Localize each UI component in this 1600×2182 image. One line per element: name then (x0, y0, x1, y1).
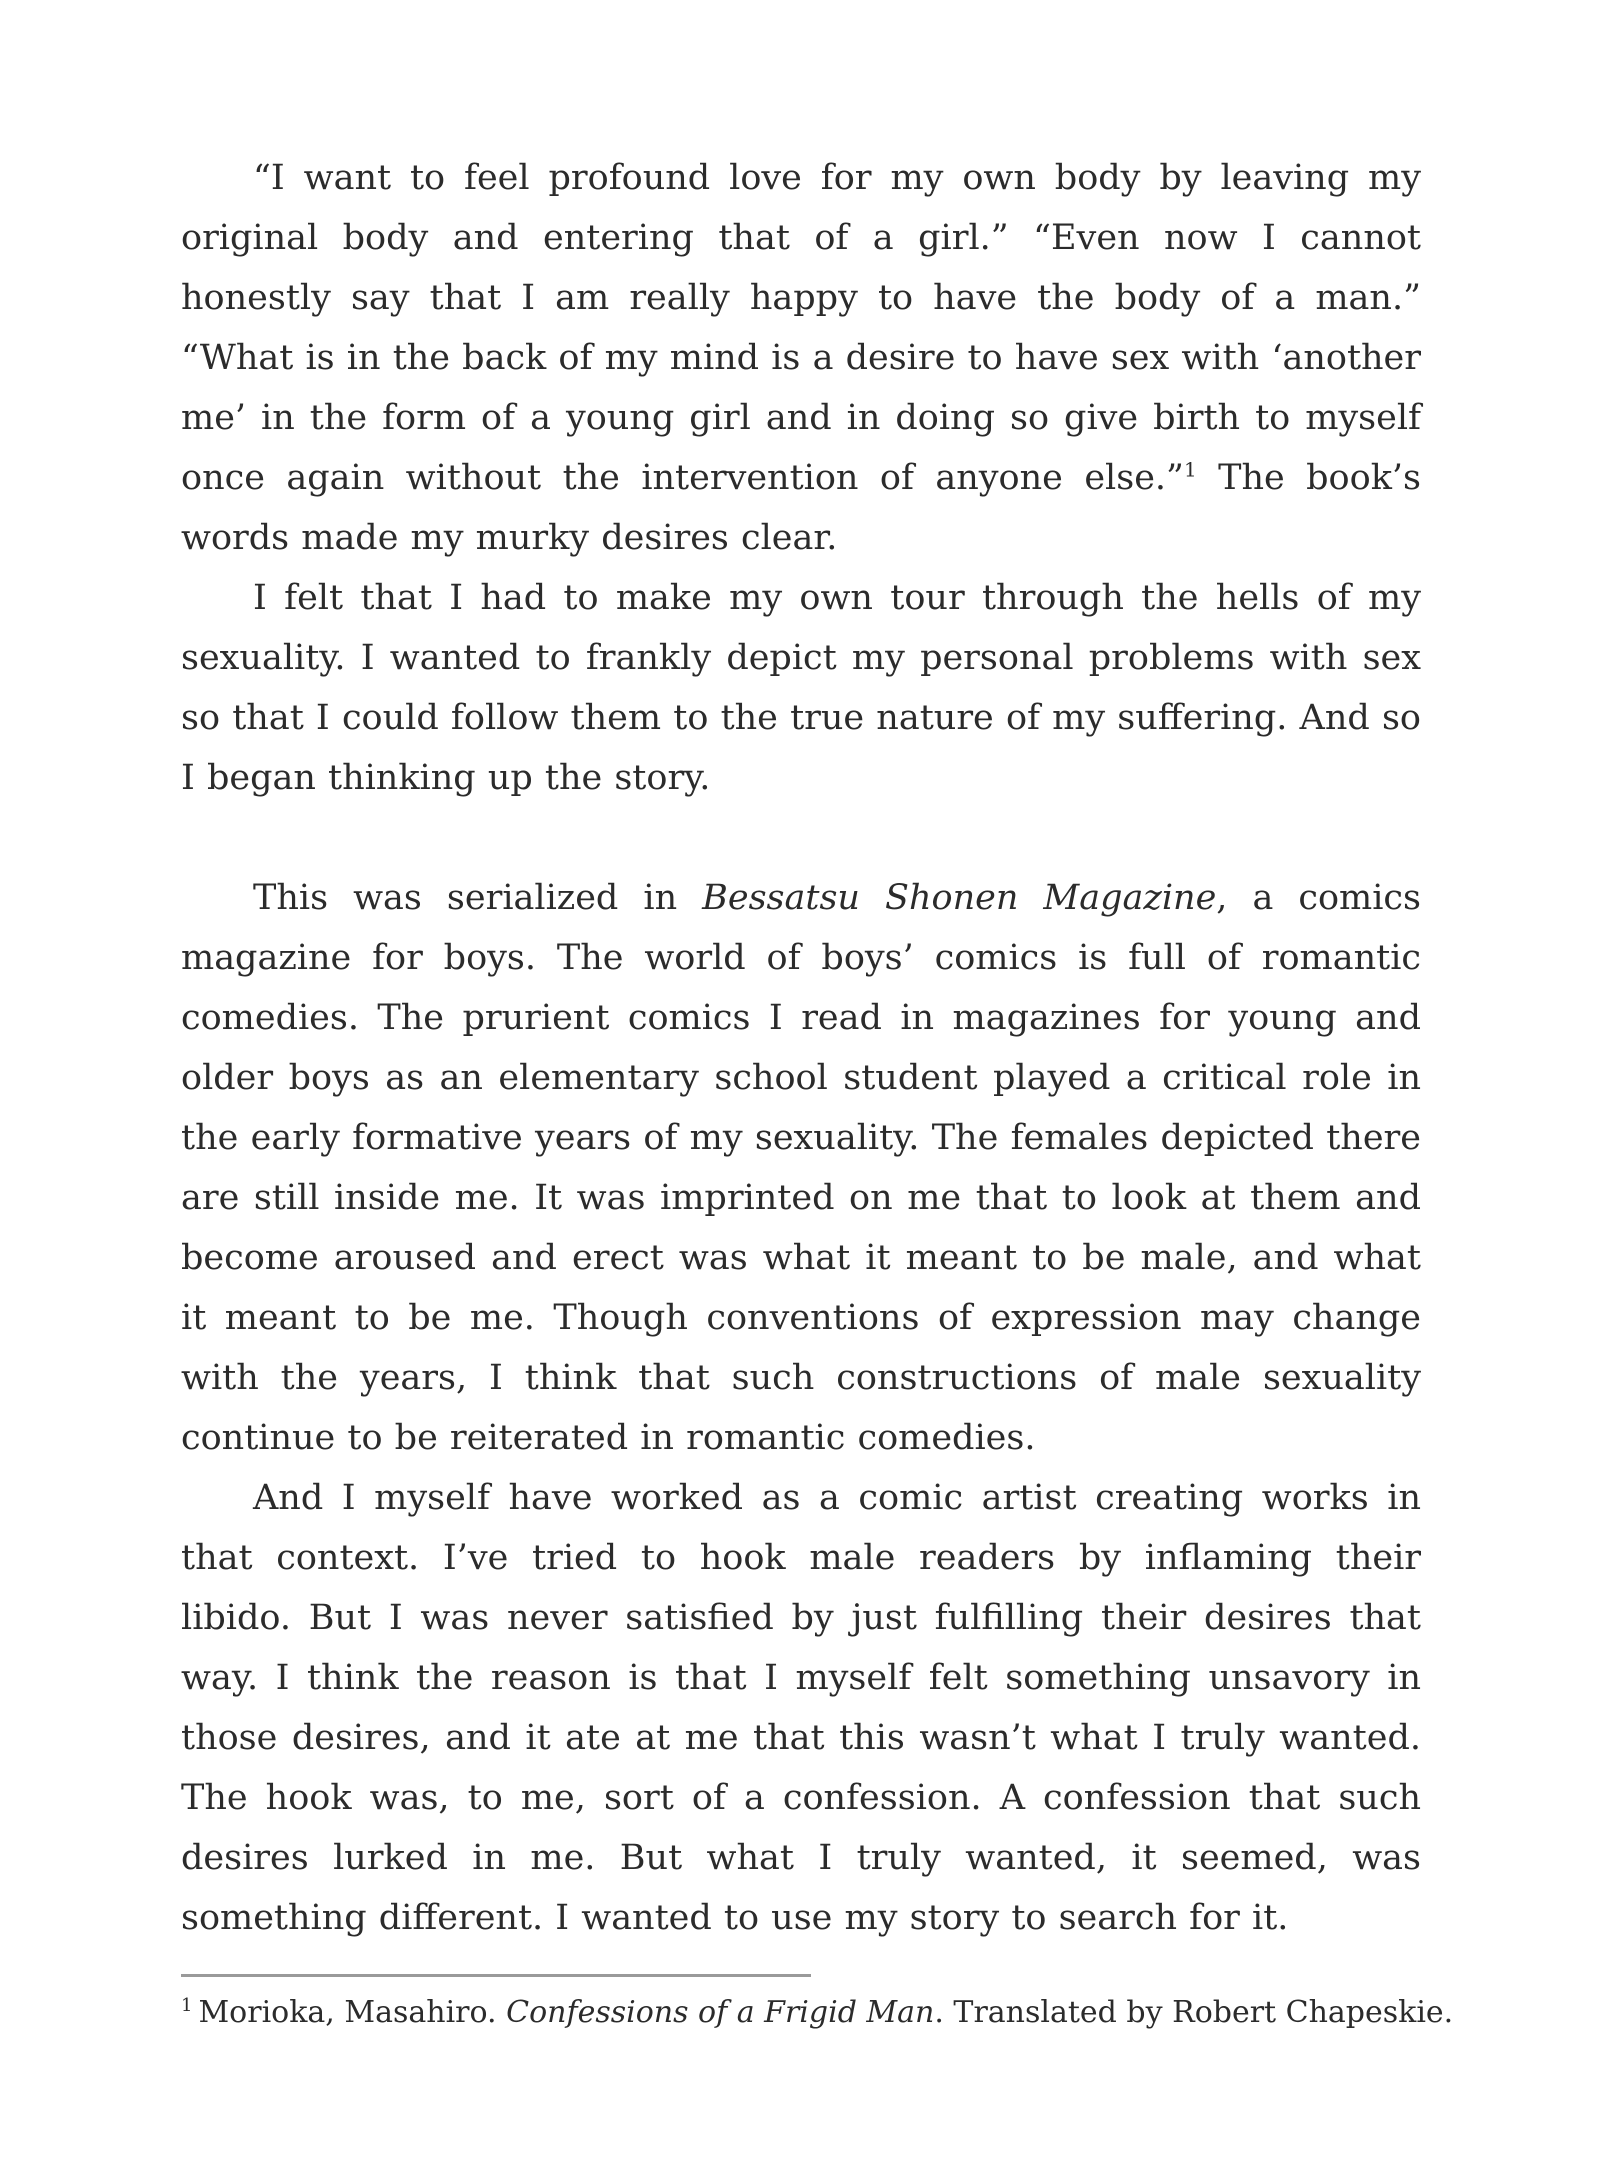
footnote-reference[interactable]: 1 (1183, 457, 1197, 482)
paragraph-quote (181, 148, 1421, 568)
paragraph-tour (181, 568, 1421, 808)
paragraph-serialized (181, 868, 1421, 1468)
paragraph-comic-artist (181, 1468, 1421, 1948)
footnote-text: . Translated by Robert Chapeskie. (934, 1995, 1454, 2030)
paragraph-text: “I want to feel profound love for my own body by leaving my original body and entering that of a girl.” “Even now I cannot honestly say that I am really happy to have the body of a man.” “What is in the back of my mind is a desire to have sex with ‘another me’ in the form of a young girl and in doing so give birth to myself once again without the intervention of anyone else.” (181, 158, 1421, 498)
paragraph-text: This was serialized in (253, 878, 703, 918)
document-page (181, 148, 1454, 2035)
section-break (181, 808, 1421, 868)
footnote (181, 1991, 1454, 2035)
footnote-text: Morioka, Masahiro. (198, 1995, 507, 2030)
book-title: Confessions of a Frigid Man (506, 1995, 935, 2030)
paragraph-text: The book’s words made my murky desires clear. (181, 458, 1421, 558)
footnote-marker: 1 (181, 1995, 193, 2016)
magazine-title: Bessatsu Shonen Magazine (702, 878, 1217, 918)
paragraph-text: I felt that I had to make my own tour through the hells of my sexuality. I wanted to frankly depict my personal problems with sex so that I could follow them to the true nature of my suffering. And so I began thinking up the story. (181, 578, 1421, 798)
paragraph-text: , a comics magazine for boys. The world of boys’ comics is full of romantic comedies. The prurient comics I read in magazines for young and older boys as an elementary school student played a critical role in the early formative years of my sexuality. The females depicted there are still inside me. It was imprinted on me that to look at them and become aroused and erect was what it meant to be male, and what it meant to be me. Though conventions of expression may change with the years, I think that such constructions of male sexuality continue to be reiterated in romantic comedies. (181, 878, 1421, 1458)
footnote-divider (181, 1974, 811, 1977)
paragraph-text: And I myself have worked as a comic artist creating works in that context. I’ve tried to hook male readers by inflaming their libido. But I was never satisfied by just fulfilling their desires that way. I think the reason is that I myself felt something unsavory in those desires, and it ate at me that this wasn’t what I truly wanted. The hook was, to me, sort of a confession. A confession that such desires lurked in me. But what I truly wanted, it seemed, was something different. I wanted to use my story to search for it. (181, 1478, 1421, 1938)
